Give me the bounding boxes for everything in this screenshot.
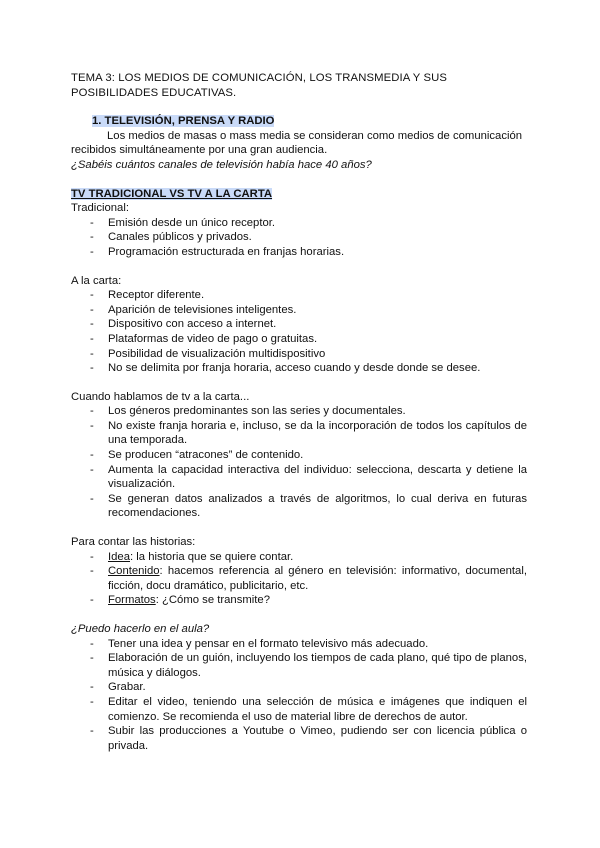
- intro-paragraph: Los medios de masas o mass media se consideran como medios de comunicación recibidos simultáneamente por una gran audiencia.: [71, 129, 523, 157]
- list-item: [71, 593, 527, 608]
- list-item: - Aparición de televisiones inteligentes.: [71, 303, 527, 318]
- traditional-list: [71, 216, 527, 260]
- list-item: - No se delimita por franja horaria, acceso cuando y desde donde se desee.: [71, 361, 527, 376]
- story-text: : hacemos referencia al género en televisión: informativo, documental, ficción, docu dramático, publicitario, etc.: [108, 565, 527, 592]
- stories-list: [71, 550, 527, 608]
- list-item: - Programación estructurada en franjas horarias.: [71, 245, 527, 260]
- list-item: - Receptor diferente.: [71, 288, 527, 303]
- talk-label: Cuando hablamos de tv a la carta...: [71, 390, 250, 403]
- document-page: [71, 71, 527, 753]
- list-item: - Posibilidad de visualización multidispositivo: [71, 347, 527, 362]
- story-term: Idea: [108, 550, 130, 563]
- list-item: - No existe franja horaria e, incluso, se da la incorporación de todos los capítulos de una temporada.: [71, 419, 527, 448]
- list-item: - Canales públicos y privados.: [71, 230, 527, 245]
- list-item: [71, 564, 527, 593]
- story-text: : ¿Cómo se transmite?: [155, 594, 270, 607]
- story-text: : la historia que se quiere contar.: [130, 550, 294, 563]
- story-term: Contenido: [108, 565, 160, 578]
- classroom-question: ¿Puedo hacerlo en el aula?: [71, 623, 210, 635]
- carta-label: A la carta:: [71, 274, 122, 287]
- story-term: Formatos: [108, 594, 156, 607]
- list-item: - Subir las producciones a Youtube o Vimeo, pudiendo ser con licencia pública o privada.: [71, 724, 527, 753]
- list-item: [71, 550, 527, 565]
- document-title: TEMA 3: LOS MEDIOS DE COMUNICACIÓN, LOS TRANSMEDIA Y SUS POSIBILIDADES EDUCATIVAS.: [71, 72, 447, 99]
- tv-heading-text: TV TRADICIONAL VS TV A LA CARTA: [71, 187, 273, 200]
- traditional-label: Tradicional:: [71, 202, 129, 215]
- classroom-list: [71, 637, 527, 754]
- intro-question: ¿Sabéis cuántos canales de televisión había hace 40 años?: [71, 158, 372, 171]
- list-item: - Grabar.: [71, 680, 527, 695]
- talk-list: [71, 404, 527, 521]
- list-item: - Los géneros predominantes son las series y documentales.: [71, 404, 527, 419]
- list-item: - Tener una idea y pensar en el formato televisivo más adecuado.: [71, 637, 527, 652]
- carta-list: [71, 288, 527, 376]
- stories-label: Para contar las historias:: [71, 536, 196, 549]
- section-heading-tv-prensa-radio: [92, 114, 527, 129]
- tv-heading: [71, 187, 527, 202]
- section-heading-text: 1. TELEVISIÓN, PRENSA Y RADIO: [92, 115, 275, 128]
- list-item: - Plataformas de video de pago o gratuitas.: [71, 332, 527, 347]
- list-item: - Se producen “atracones” de contenido.: [71, 448, 527, 463]
- list-item: - Aumenta la capacidad interactiva del individuo: selecciona, descarta y detiene la visualización.: [71, 463, 527, 492]
- list-item: - Emisión desde un único receptor.: [71, 216, 527, 231]
- list-item: - Se generan datos analizados a través de algoritmos, lo cual deriva en futuras recomendaciones.: [71, 492, 527, 521]
- list-item: - Editar el video, teniendo una selección de música e imágenes que indiquen el comienzo. Se recomienda el uso de material libre de derechos de autor.: [71, 695, 527, 724]
- list-item: - Elaboración de un guión, incluyendo los tiempos de cada plano, qué tipo de planos, música y diálogos.: [71, 651, 527, 680]
- list-item: - Dispositivo con acceso a internet.: [71, 317, 527, 332]
